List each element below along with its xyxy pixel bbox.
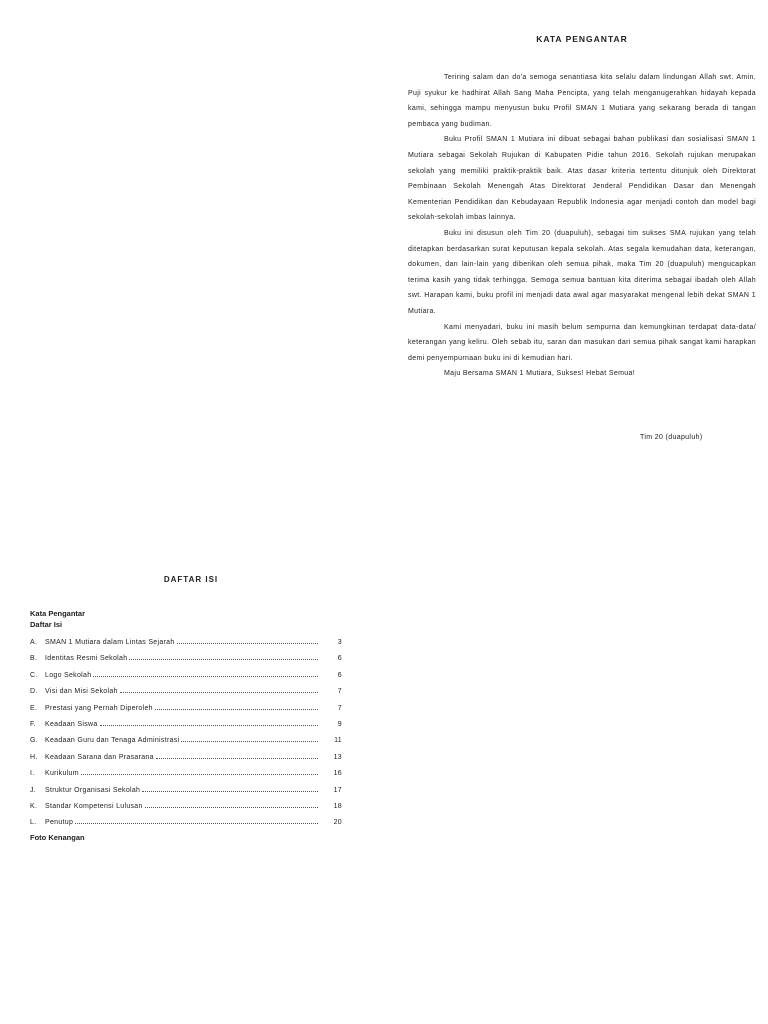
toc-letter: A. [30, 639, 38, 646]
toc-page: 13 [333, 753, 342, 761]
toc-row [30, 672, 342, 688]
kata-pengantar-body [408, 70, 756, 382]
toc-letter: E. [30, 704, 38, 712]
toc-title: Standar Kompetensi Lulusan [45, 802, 143, 810]
toc-dot-leader [75, 823, 318, 824]
toc-dot-leader [93, 676, 318, 677]
toc-page: 7 [337, 704, 342, 712]
toc-page: 6 [337, 671, 342, 679]
toc-title: Kurikulum [45, 770, 79, 778]
toc-row [30, 655, 342, 671]
toc-page: 6 [337, 655, 342, 663]
toc-dot-leader [81, 774, 318, 775]
toc-title: Identitas Resmi Sekolah [45, 655, 128, 663]
toc-row [30, 705, 342, 721]
toc-page: 7 [337, 688, 342, 696]
daftar-isi-top-entries [30, 608, 85, 630]
paragraph: Kami menyadari, buku ini masih belum sempurna dan kemungkinan terdapat data-data/ keterangan yang keliru. Oleh sebab itu, saran dan masukan dari semua pihak sangat kami harapkan demi penyempurnaan buku ini di kemudian hari. [408, 323, 756, 362]
toc-row [30, 737, 342, 753]
toc-entry-daftar-isi: Daftar Isi [30, 620, 63, 629]
toc-title: Struktur Organisasi Sekolah [45, 786, 141, 794]
toc-row [30, 803, 342, 819]
toc-page: 17 [333, 786, 342, 794]
toc-row [30, 721, 342, 737]
toc-page: 18 [333, 802, 342, 810]
toc-letter: D. [30, 688, 38, 696]
toc-row [30, 787, 342, 803]
toc-letter: H. [30, 753, 38, 761]
toc-letter: L. [30, 819, 37, 827]
paragraph: Buku Profil SMAN 1 Mutiara ini dibuat sebagai bahan publikasi dan sosialisasi SMAN 1 Mutiara sebagai Sekolah Rujukan di Kabupaten Pidie tahun 2016. Sekolah rujukan merupakan sekolah yang memiliki praktik-praktik baik. Atas dasar kriteria tertentu ditunjuk oleh Direktorat Pembinaan Sekolah Menengah Atas Direktorat Jenderal Pendidikan Dasar dan Menengah Kementerian Pendidikan dan Kebudayaan Republik Indonesia agar menjadi contoh dan model bagi sekolah-sekolah imbas lainnya. [408, 136, 756, 222]
daftar-isi-title: DAFTAR ISI [163, 575, 219, 584]
table-of-contents [30, 639, 342, 836]
toc-row [30, 754, 342, 770]
toc-dot-leader [129, 659, 318, 660]
toc-title: Logo Sekolah [45, 671, 92, 679]
toc-title: Keadaan Guru dan Tenaga Administrasi [45, 737, 180, 745]
toc-title: Penutup [45, 819, 74, 827]
toc-letter: G. [30, 737, 38, 745]
toc-dot-leader [155, 709, 318, 710]
toc-dot-leader [156, 758, 318, 759]
signature: Tim 20 (duapuluh) [640, 434, 703, 441]
toc-row [30, 688, 342, 704]
toc-page: 16 [333, 770, 342, 778]
paragraph: Buku ini disusun oleh Tim 20 (duapuluh), sebagai tim sukses SMA rujukan yang telah ditetapkan berdasarkan surat keputusan kepala sekolah. Atas segala kemudahan data, keterangan, dokumen, dan lain-lain yang diberikan oleh semua pihak, maka Tim 20 (duapuluh) mengucapkan terima kasih yang tidak terhingga. Semoga semua bantuan kita diterima sebagai ibadah oleh Allah swt. Harapan kami, buku profil ini menjadi data awal agar masyarakat mengenal lebih dekat SMAN 1 Mutiara. [408, 229, 756, 315]
toc-title: Keadaan Siswa [45, 720, 98, 728]
toc-letter: C. [30, 671, 38, 679]
toc-row [30, 639, 342, 655]
toc-row [30, 770, 342, 786]
paragraph: Teriring salam dan do'a semoga senantiasa kita selalu dalam lindungan Allah swt. Amin. Puji syukur ke hadhirat Allah Sang Maha Pencipta, yang telah menganugerahkan hidayah kepada kami, sehingga mampu menyusun buku Profil SMAN 1 Mutiara yang sekarang berada di tangan pembaca yang budiman. [408, 74, 756, 128]
toc-entry-foto-kenangan: Foto Kenangan [30, 833, 85, 842]
toc-title: SMAN 1 Mutiara dalam Lintas Sejarah [45, 639, 175, 646]
toc-title: Prestasi yang Pernah Diperoleh [45, 704, 153, 712]
toc-letter: I. [30, 770, 35, 778]
toc-dot-leader [120, 692, 318, 693]
paragraph: Maju Bersama SMAN 1 Mutiara, Sukses! Hebat Semua! [444, 370, 636, 378]
toc-dot-leader [100, 725, 318, 726]
toc-title: Visi dan Misi Sekolah [45, 688, 118, 696]
toc-letter: K. [30, 802, 38, 810]
toc-page: 11 [334, 737, 342, 745]
toc-title: Keadaan Sarana dan Prasarana [45, 753, 154, 761]
toc-letter: B. [30, 655, 38, 663]
toc-page: 9 [337, 720, 342, 728]
kata-pengantar-title: KATA PENGANTAR [536, 34, 628, 44]
toc-page: 3 [337, 639, 342, 646]
toc-dot-leader [142, 791, 318, 792]
toc-page: 20 [333, 819, 342, 827]
toc-letter: F. [30, 720, 37, 728]
toc-dot-leader [181, 741, 318, 742]
toc-dot-leader [177, 643, 318, 644]
toc-entry-kata-pengantar: Kata Pengantar [30, 609, 86, 618]
toc-dot-leader [145, 807, 318, 808]
toc-letter: J. [30, 786, 37, 794]
